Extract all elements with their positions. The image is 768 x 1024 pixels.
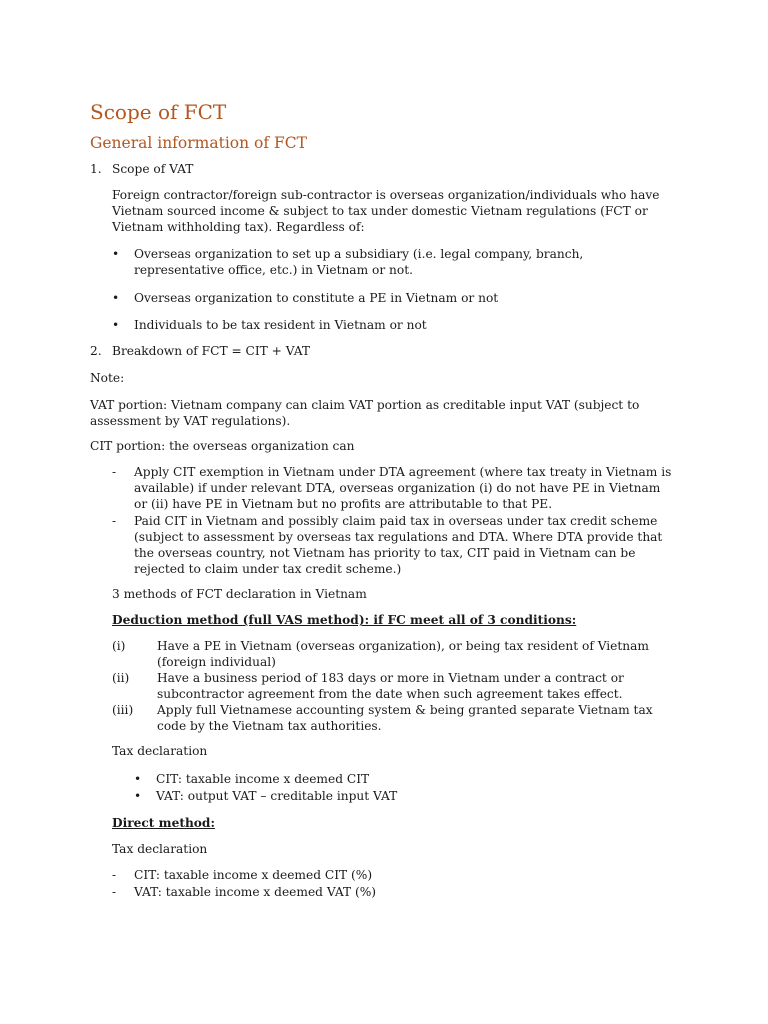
list-item: [112, 464, 677, 512]
vat-portion-paragraph: VAT portion: Vietnam company can claim VAT portion as creditable input VAT (subject to assessment by VAT regulations).: [90, 398, 640, 428]
methods-intro: 3 methods of FCT declaration in Vietnam: [112, 587, 367, 601]
bullet-icon: •: [112, 318, 120, 332]
item1-label: Scope of VAT: [112, 162, 194, 176]
list-item-text: VAT: output VAT – creditable input VAT: [156, 789, 398, 803]
dash-marker: -: [112, 465, 117, 479]
list-number-1: 1.: [90, 162, 102, 176]
bullet-list-a: [112, 246, 672, 278]
list-item: [112, 702, 672, 734]
list-item-text: VAT: taxable income x deemed VAT (%): [134, 885, 377, 899]
list-item-text: CIT: taxable income x deemed CIT (%): [134, 868, 373, 882]
list-item-text: Apply CIT exemption in Vietnam under DTA agreement (where tax treaty in Vietnam is available) if under relevant DTA, overseas organization (i) do not have PE in Vietnam or (ii) have PE in Vietnam but no profits are attributable to that PE.: [134, 465, 672, 511]
roman-numeral: (i): [112, 639, 126, 653]
bullet-icon: •: [112, 247, 120, 261]
tax-declaration-label: Tax declaration: [112, 842, 208, 856]
dash-marker: -: [112, 868, 117, 882]
roman-numeral: (iii): [112, 703, 134, 717]
list-item: [112, 884, 632, 900]
bullet-icon: •: [134, 772, 142, 786]
list-item-text: Paid CIT in Vietnam and possibly claim paid tax in overseas under tax credit scheme (subject to assessment by overseas tax regulations and DTA. Where DTA provide that the overseas country, not Vietnam has priority to tax, CIT paid in Vietnam can be rejected to claim under tax credit scheme.): [134, 514, 663, 576]
dash-marker: -: [112, 885, 117, 899]
list-item: [134, 788, 654, 804]
item2-label: Breakdown of FCT = CIT + VAT: [112, 344, 310, 358]
bullet-icon: •: [134, 789, 142, 803]
list-item: [112, 246, 672, 278]
list-item-text: Have a PE in Vietnam (overseas organization), or being tax resident of Vietnam (foreign individual): [157, 639, 649, 669]
list-item-text: Have a business period of 183 days or more in Vietnam under a contract or subcontractor agreement from the date when such agreement takes effect.: [157, 671, 624, 701]
roman-numeral: (ii): [112, 671, 130, 685]
item1-paragraph: Foreign contractor/foreign sub-contractor is overseas organization/individuals who have Vietnam sourced income & subject to tax under domestic Vietnam regulations (FCT or Vietnam withholding tax). Regardless of:: [112, 188, 660, 234]
tax-declaration-label: Tax declaration: [112, 744, 208, 758]
list-item: [112, 513, 677, 577]
list-item-text: Overseas organization to constitute a PE in Vietnam or not: [134, 291, 499, 305]
cit-portion-paragraph: CIT portion: the overseas organization can: [90, 439, 355, 453]
list-item: [112, 638, 672, 670]
list-item: [112, 670, 672, 702]
page-subtitle: General information of FCT: [90, 134, 307, 152]
list-item: [112, 317, 672, 333]
list-number-2: 2.: [90, 344, 102, 358]
list-item-text: Overseas organization to set up a subsidiary (i.e. legal company, branch, representative office, etc.) in Vietnam or not.: [134, 247, 584, 277]
note-label: Note:: [90, 371, 125, 385]
list-item: [112, 290, 672, 306]
list-item-text: Apply full Vietnamese accounting system & being granted separate Vietnam tax code by the Vietnam tax authorities.: [157, 703, 653, 733]
list-item: [112, 867, 632, 883]
list-item: [134, 771, 654, 787]
list-item-text: Individuals to be tax resident in Vietnam or not: [134, 318, 427, 332]
deduction-method-heading: Deduction method (full VAS method): if FC meet all of 3 conditions:: [112, 613, 577, 627]
dash-marker: -: [112, 514, 117, 528]
list-item-text: CIT: taxable income x deemed CIT: [156, 772, 370, 786]
bullet-icon: •: [112, 291, 120, 305]
direct-method-heading: Direct method:: [112, 816, 215, 830]
page-title: Scope of FCT: [90, 100, 227, 124]
